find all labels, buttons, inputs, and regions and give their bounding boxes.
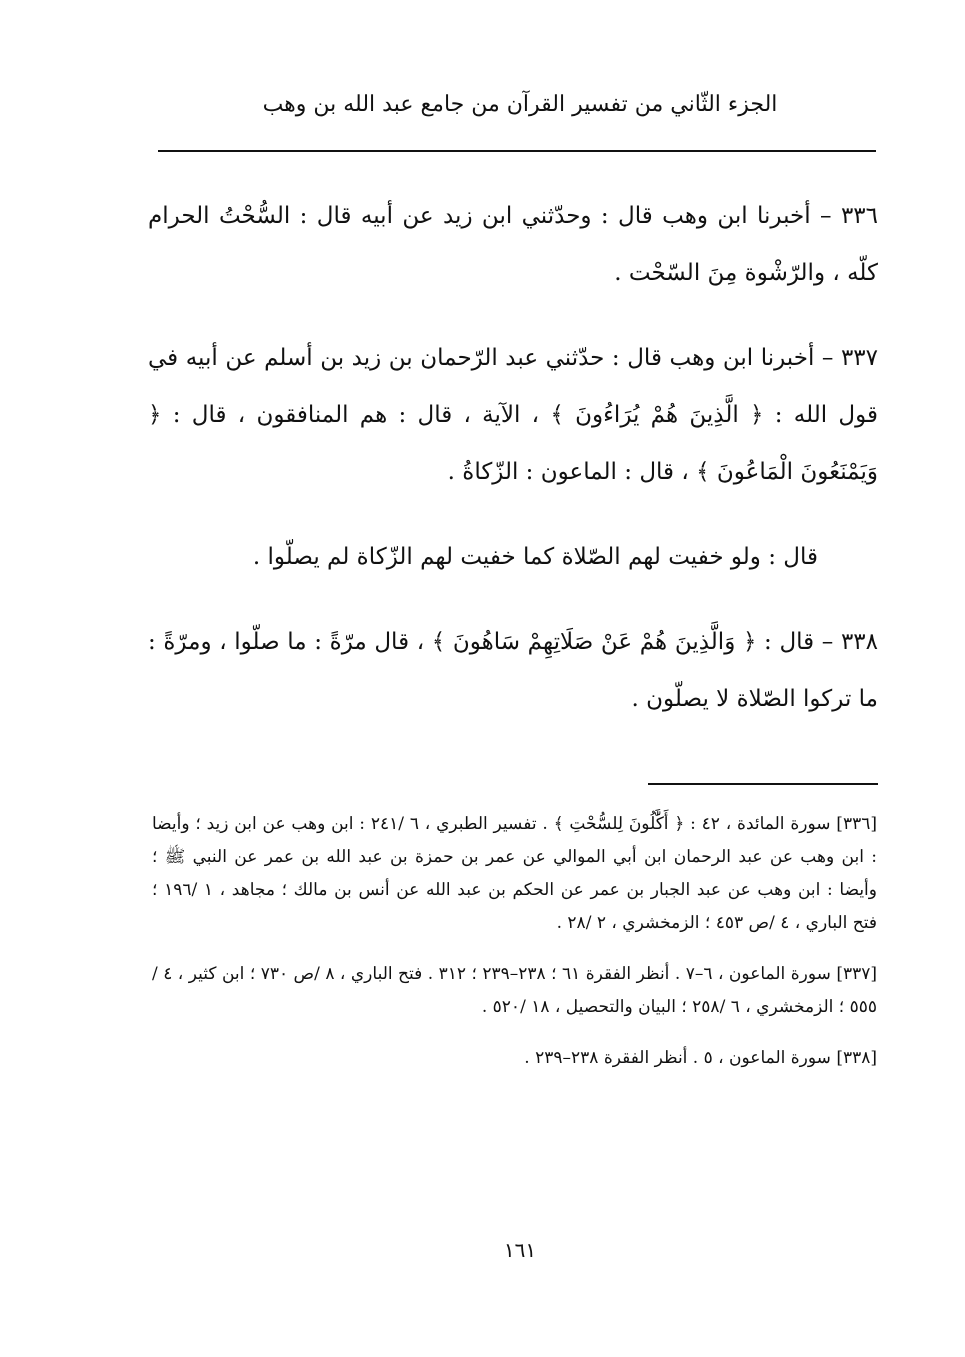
footnote-336: [٣٣٦] سورة المائدة ، ٤٢ : ﴿ أَكَّٰلُونَ لِلسُّحْتِ ﴾ . تفسير الطبري ، ٦ /٢٤١ : ابن وهب عن ابن زيد ؛ وأيضا : ابن وهب عن عبد الرحمان ابن أبي الموالي عن عمر بن حمزة بن عبد الله بن عمر عن النبي ﷺ ؛ وأيضا : ابن وهب عن عبد الجبار بن عمر عن الحكم بن عبد الله عن أنس بن مالك ؛ مجاهد ، ١ /١٩٦ ؛ فتح الباري ، ٤ /ص ٤٥٣ ؛ الزمخشري ، ٢ /٢٨ .	[152, 814, 877, 933]
main-text	[148, 188, 878, 756]
running-header: الجزء الثّاني من تفسير القرآن من جامع عبد الله بن وهب	[262, 92, 778, 117]
paragraph-337-continuation: قال : ولو خفيت لهم الصّلاة كما خفيت لهم الزّكاة لم يصلّوا .	[252, 544, 818, 570]
header-divider	[158, 150, 876, 152]
footnote-divider	[648, 783, 878, 785]
footnote-338: [٣٣٨] سورة الماعون ، ٥ . أنظر الفقرة ٢٣٨–٢٣٩ .	[524, 1048, 877, 1068]
paragraph-337: ٣٣٧ – أخبرنا ابن وهب قال : حدّثني عبد الرّحمان بن زيد بن أسلم عن أبيه في قول الله : ﴿ الَّذِينَ هُمْ يُرَاءُونَ ﴾ ، الآية ، قال : هم المنافقون ، قال : ﴿ وَيَمْنَعُونَ الْمَاعُونَ ﴾ ، قال : الماعون : الزّكاةُ .	[148, 345, 879, 485]
footnotes	[152, 808, 877, 1093]
page-number: ١٦١	[503, 1238, 537, 1262]
footnote-337: [٣٣٧] سورة الماعون ، ٦–٧ . أنظر الفقرة ٦١ ؛ ٢٣٨–٢٣٩ ؛ ٣١٢ . فتح الباري ، ٨ /ص ٧٣٠ ؛ ابن كثير ، ٤ /٥٥٥ ؛ الزمخشري ، ٦ /٢٥٨ ؛ البيان والتحصيل ، ١٨ /٥٢٠ .	[152, 964, 878, 1017]
paragraph-338: ٣٣٨ – قال : ﴿ وَالَّذِينَ هُمْ عَنْ صَلَاتِهِمْ سَاهُونَ ﴾ ، قال مرّةً : ما صلّوا ، ومرّةً : ما تركوا الصّلاة لا يصلّون .	[148, 629, 878, 712]
paragraph-336: ٣٣٦ – أخبرنا ابن وهب قال : وحدّثني ابن زيد عن أبيه قال : السُّحْتُ الحرام كلّه ، والرّشْوة مِنَ السّحْت .	[148, 203, 878, 286]
